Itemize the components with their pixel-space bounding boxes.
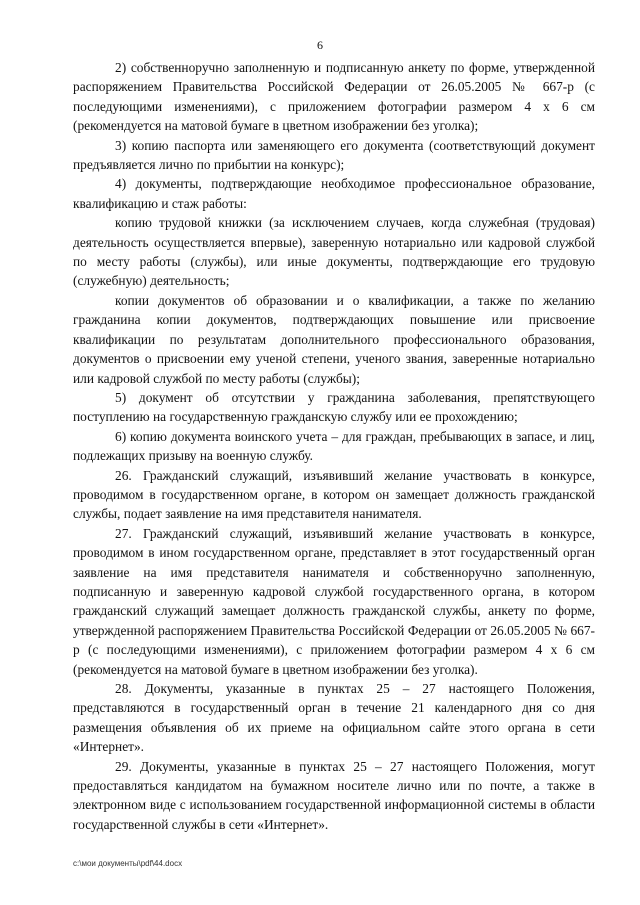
paragraph-item-3: 3) копию паспорта или заменяющего его документа (соответствующий документ предъявляется лично по прибытии на конкурс); [73,137,595,173]
paragraph-clause-27: 27. Гражданский служащий, изъявивший желание участвовать в конкурсе, проводимом в ином государственном органе, представляет в этот государственный орган заявление на имя представителя нанимателя и собственноручно заполненную, подписанную и заверенную кадровой службой государственного органа, в котором гражданский служащий замещает должность гражданской службы, анкету по форме, утвержденной распоряжением Правительства Российской Федерации от 26.05.2005 № 667-р (с последующими изменениями), с приложением фотографии размером 4 х 6 см (рекомендуется на матовой бумаге в цветном изображении без уголка). [73,525,595,677]
paragraph-item-4: 4) документы, подтверждающие необходимое профессиональное образование, квалификацию и стаж работы: [73,176,595,211]
paragraph-item-6: 6) копию документа воинского учета – для граждан, пребывающих в запасе, и лиц, подлежащих призыву на военную службу. [73,428,595,464]
document-body [73,58,595,834]
paragraph-clause-28: 28. Документы, указанные в пунктах 25 – 27 настоящего Положения, представляются в государственный орган в течение 21 календарного дня со дня размещения объявления об их приеме на официальном сайте этого органа в сети «Интернет». [73,681,595,755]
paragraph-item-5: 5) документ об отсутствии у гражданина заболевания, препятствующего поступлению на государственную гражданскую службу или ее прохождению; [73,389,595,425]
paragraph-clause-26: 26. Гражданский служащий, изъявивший желание участвовать в конкурсе, проводимом в государственном органе, в котором он замещает должность гражданской службы, подает заявление на имя представителя нанимателя. [73,467,595,522]
paragraph-education-docs: копии документов об образовании и о квалификации, а также по желанию гражданина копии документов, подтверждающих повышение или присвоение квалификации по результатам дополнительного профессионального образования, документов о присвоении ему ученой степени, ученого звания, заверенные нотариально или кадровой службой по месту работы (службы); [73,292,595,386]
footer-file-path: c:\мои документы\pdf\44.docx [73,859,183,868]
page-number: 6 [317,38,323,52]
paragraph-work-book: копию трудовой книжки (за исключением случаев, когда служебная (трудовая) деятельность осуществляется впервые), заверенную нотариально или кадровой службой по месту работы (службы), или иные документы, подтверждающие его трудовую (служебную) деятельность; [73,215,595,289]
paragraph-item-2: 2) собственноручно заполненную и подписанную анкету по форме, утвержденной распоряжением Правительства Российской Федерации от 26.05.2005 № 667-р (с последующими изменениями), с приложением фотографии размером 4 х 6 см (рекомендуется на матовой бумаге в цветном изображении без уголка); [73,60,595,134]
paragraph-clause-29: 29. Документы, указанные в пунктах 25 – 27 настоящего Положения, могут предоставляться кандидатом на бумажном носителе лично или по почте, а также в электронном виде с использованием государственной информационной системы в области государственной службы в сети «Интернет». [73,758,595,832]
